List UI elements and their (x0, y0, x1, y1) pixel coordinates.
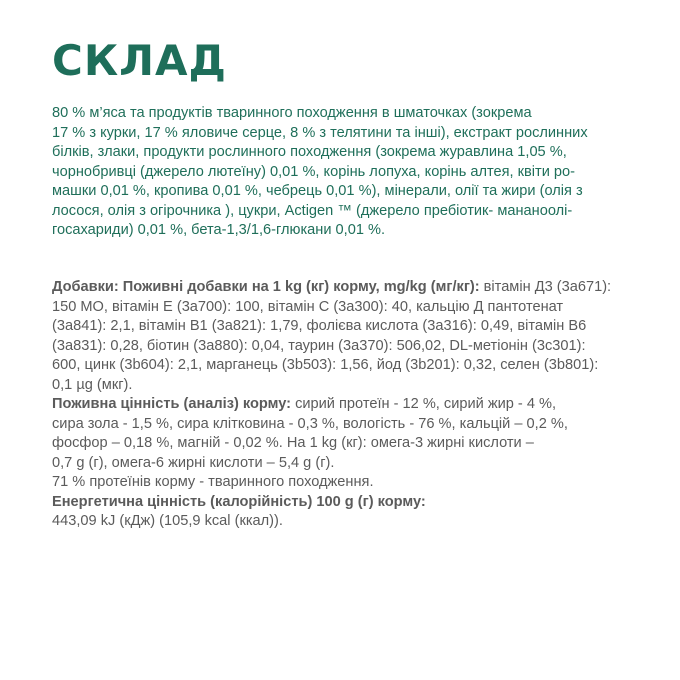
page-title: СКЛАД (52, 36, 227, 85)
composition-line: білків, злаки, продукти рослинного походження (зокрема журавлина 1,05 %, (52, 144, 567, 160)
composition-line: машки 0,01 %, кропива 0,01 %, чебрець 0,01 %), мінерали, олії та жири (олія з (52, 183, 583, 199)
energy-heading: Енергетична цінність (калорійність) 100 g (г) корму: (52, 493, 426, 510)
analysis-heading: Поживна цінність (аналіз) корму: (52, 396, 292, 412)
composition-line: 80 % м’яса та продуктів тваринного походження в шматочках (зокрема (52, 105, 532, 121)
additives-line: (3а831): 0,28, біотин (3а880): 0,04, таурин (3а370): 506,02, DL-метіонін (3с301): (52, 337, 586, 354)
analysis-text: сирий протеїн - 12 %, сирий жир - 4 %, (291, 396, 557, 412)
analysis-line: фосфор – 0,18 %, магній - 0,02 %. На 1 kg (кг): омега-3 жирні кислоти – (52, 435, 534, 451)
composition-line: чорнобривці (джерело лютеїну) 0,01 %, корінь лопуха, корінь алтея, квіти ро- (52, 163, 576, 180)
composition-line: лосося, олія з огірочника ), цукри, Actigen ™ (джерело пребіотик- мананоолі- (52, 202, 573, 219)
energy-value: 443,09 kJ (кДж) (105,9 kcal (ккал)). (52, 513, 283, 529)
additives-line: 600, цинк (3b604): 2,1, марганець (3b503): 1,56, йод (3b201): 0,32, селен (3b801): (52, 357, 599, 373)
nutrition-info (52, 278, 642, 532)
composition-text (52, 104, 642, 241)
additives-heading: Добавки: Поживні добавки на 1 kg (кг) корму, mg/kg (мг/кг): (52, 279, 480, 295)
analysis-first-line (52, 395, 642, 415)
analysis-line: 0,7 g (г), омега-6 жирні кислоти – 5,4 g (г). (52, 454, 335, 471)
analysis-line: 71 % протеїнів корму - тваринного походження. (52, 474, 374, 490)
additives-line: 150 МО, вітамін Е (3а700): 100, вітамін С (3а300): 40, кальцію Д пантотенат (52, 298, 564, 315)
additives-line: 0,1 µg (мкг). (52, 376, 133, 393)
additives-first-line (52, 278, 642, 298)
composition-line: госахариди) 0,01 %, бета-1,3/1,6-глюкани 0,01 %. (52, 222, 386, 238)
additives-line: (3а841): 2,1, вітамін В1 (3а821): 1,79, фолієва кислота (3а316): 0,49, вітамін В6 (52, 318, 587, 334)
additives-text: вітамін Д3 (3а671): (479, 279, 612, 295)
analysis-line: сира зола - 1,5 %, сира клітковина - 0,3 %, вологість - 76 %, кальцій – 0,2 %, (52, 415, 568, 432)
composition-line: 17 % з курки, 17 % яловиче серце, 8 % з телятини та інші), екстракт рослинних (52, 124, 588, 141)
